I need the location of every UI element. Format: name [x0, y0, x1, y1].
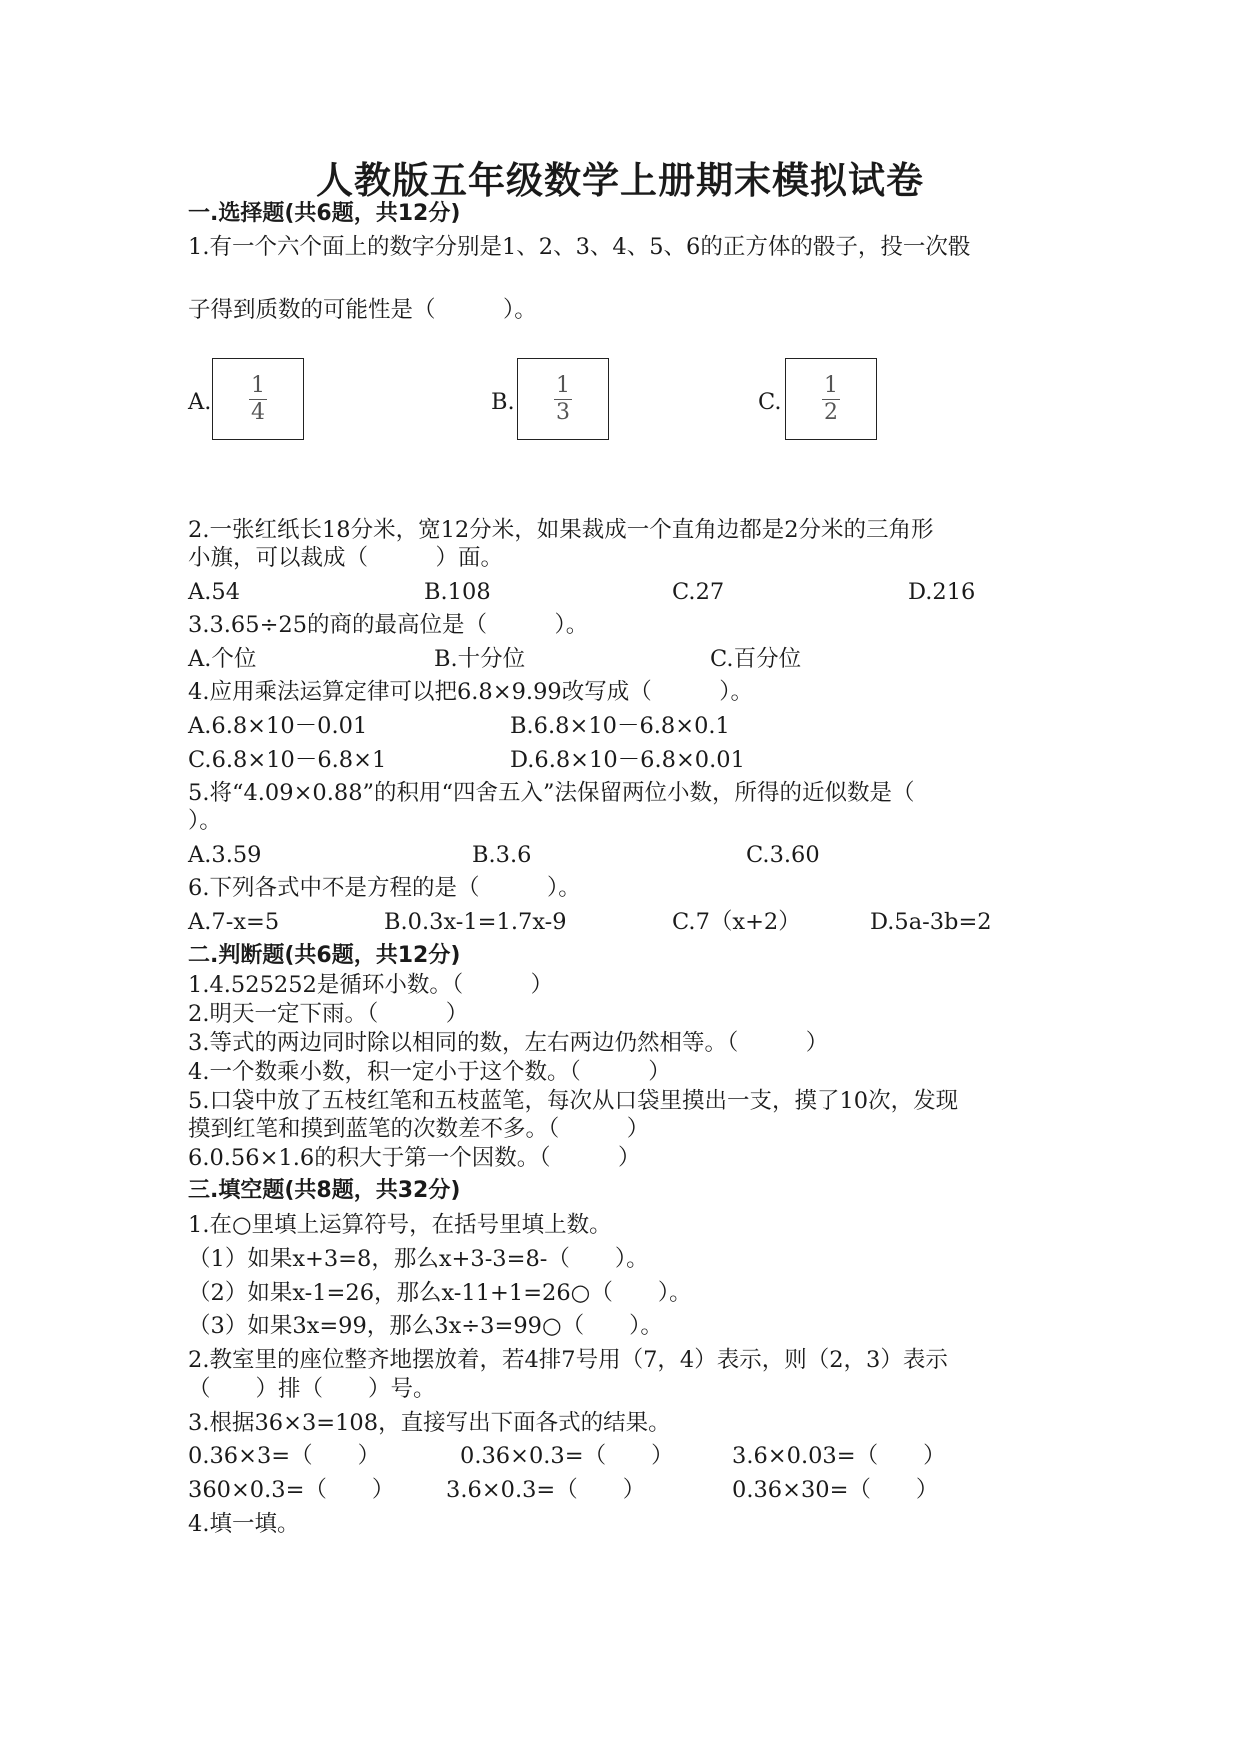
fraction-one-half: [822, 374, 840, 425]
fill-q2-line1: 2.教室里的座位整齐地摆放着，若4排7号用（7，4）表示，则（2，3）表示: [188, 1347, 948, 1373]
exam-title: 人教版五年级数学上册期末模拟试卷: [316, 159, 924, 202]
fill-q1-sub2: （2）如果x-1=26，那么x-11+1=26○（ ）。: [188, 1280, 692, 1306]
q3-option-a: A.个位: [188, 646, 257, 672]
q1-option-a-box: [212, 358, 304, 440]
fraction-numerator: 1: [556, 372, 570, 398]
q1-option-c-box: [785, 358, 877, 440]
fill-q3-r2c3: 0.36×30=（ ）: [732, 1477, 939, 1503]
q6-option-c: C.7（x+2）: [672, 909, 801, 935]
q4-option-d: D.6.8×10－6.8×0.01: [510, 747, 745, 773]
q3-option-b: B.十分位: [434, 646, 526, 672]
q2-option-c: C.27: [672, 579, 725, 605]
judge-line-5b: 摸到红笔和摸到蓝笔的次数差不多。（ ）: [188, 1116, 650, 1142]
fraction-denominator: 4: [251, 399, 265, 425]
fraction-one-quarter: [249, 374, 267, 425]
q6-option-a: A.7-x=5: [188, 909, 280, 935]
q2-option-b: B.108: [424, 579, 491, 605]
fill-q1-sub3: （3）如果3x=99，那么3x÷3=99○（ ）。: [188, 1313, 663, 1339]
q2-option-d: D.216: [908, 579, 976, 605]
fill-q4-line1: 4.填一填。: [188, 1511, 300, 1537]
judge-line-6: 6.0.56×1.6的积大于第一个因数。（ ）: [188, 1145, 641, 1171]
q5-option-a: A.3.59: [188, 842, 262, 868]
fill-q3-r1c2: 0.36×0.3=（ ）: [460, 1443, 674, 1469]
fraction-one-third: [554, 374, 572, 425]
fraction-denominator: 2: [824, 399, 838, 425]
fill-q1-sub1: （1）如果x+3=8，那么x+3-3=8-（ ）。: [188, 1246, 649, 1272]
fill-q3-r1c1: 0.36×3=（ ）: [188, 1443, 381, 1469]
section3-header: 三.填空题(共8题，共32分): [188, 1178, 461, 1203]
q6-option-b: B.0.3x-1=1.7x-9: [384, 909, 567, 935]
judge-line-4: 4.一个数乘小数，积一定小于这个数。（ ）: [188, 1059, 671, 1085]
fraction-numerator: 1: [251, 372, 265, 398]
q4-line1: 4.应用乘法运算定律可以把6.8×9.99改写成（ ）。: [188, 679, 753, 705]
fill-q1-line1: 1.在○里填上运算符号，在括号里填上数。: [188, 1212, 612, 1238]
fill-q3-r2c2: 3.6×0.3=（ ）: [446, 1477, 646, 1503]
judge-line-2: 2.明天一定下雨。（ ）: [188, 1001, 469, 1027]
q1-option-c-label: C.: [758, 389, 782, 415]
section2-header: 二.判断题(共6题，共12分): [188, 943, 461, 968]
q2-line1: 2.一张红纸长18分米，宽12分米，如果裁成一个直角边都是2分米的三角形: [188, 517, 934, 543]
q6-line1: 6.下列各式中不是方程的是（ ）。: [188, 875, 581, 901]
judge-line-3: 3.等式的两边同时除以相同的数，左右两边仍然相等。（ ）: [188, 1030, 829, 1056]
q4-option-a: A.6.8×10－0.01: [188, 713, 368, 739]
q5-option-c: C.3.60: [746, 842, 820, 868]
q1-option-b-label: B.: [491, 389, 515, 415]
q2-option-a: A.54: [188, 579, 241, 605]
q6-option-d: D.5a-3b=2: [870, 909, 992, 935]
q5-option-b: B.3.6: [472, 842, 532, 868]
q5-line2: ）。: [188, 808, 222, 834]
q1-option-b-box: [517, 358, 609, 440]
fill-q3-line1: 3.根据36×3=108，直接写出下面各式的结果。: [188, 1410, 671, 1436]
q5-line1: 5.将“4.09×0.88”的积用“四舍五入”法保留两位小数，所得的近似数是（: [188, 780, 915, 806]
q4-option-b: B.6.8×10－6.8×0.1: [510, 713, 730, 739]
fill-q3-r1c3: 3.6×0.03=（ ）: [732, 1443, 946, 1469]
judge-line-5: 5.口袋中放了五枝红笔和五枝蓝笔，每次从口袋里摸出一支，摸了10次，发现: [188, 1088, 959, 1114]
q3-option-c: C.百分位: [710, 646, 802, 672]
q1-line1: 1.有一个六个面上的数字分别是1、2、3、4、5、6的正方体的骰子，投一次骰: [188, 234, 971, 260]
q2-line2: 小旗，可以裁成（ ）面。: [188, 545, 504, 571]
fraction-denominator: 3: [556, 399, 570, 425]
fraction-numerator: 1: [824, 372, 838, 398]
q4-option-c: C.6.8×10－6.8×1: [188, 747, 387, 773]
section1-header: 一.选择题(共6题，共12分): [188, 201, 461, 226]
fill-q3-r2c1: 360×0.3=（ ）: [188, 1477, 395, 1503]
q3-line1: 3.3.65÷25的商的最高位是（ ）。: [188, 612, 589, 638]
fill-q2-line2: （ ）排（ ）号。: [188, 1376, 436, 1402]
q1-line2: 子得到质数的可能性是（ ）。: [188, 297, 537, 323]
judge-line-1: 1.4.525252是循环小数。（ ）: [188, 972, 554, 998]
q1-option-a-label: A.: [188, 389, 212, 415]
